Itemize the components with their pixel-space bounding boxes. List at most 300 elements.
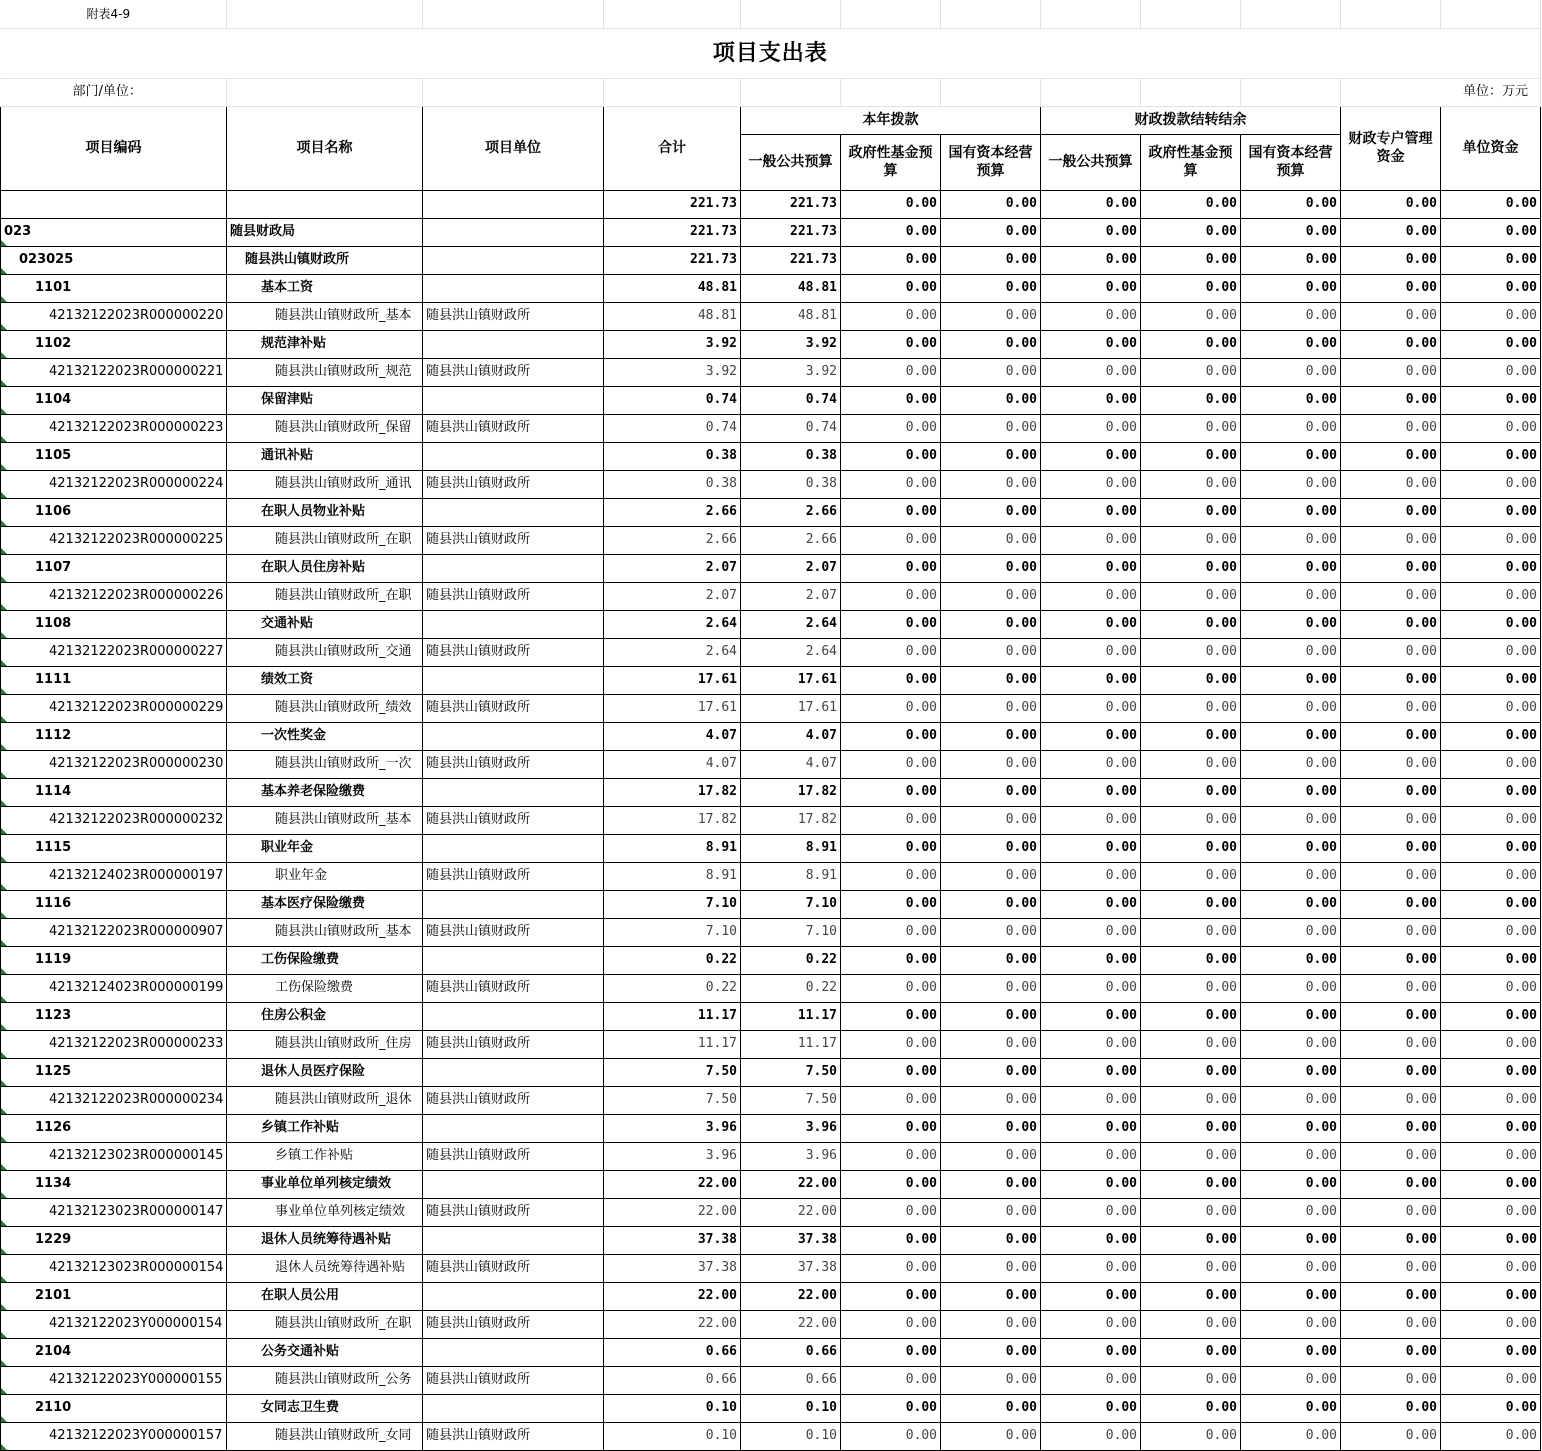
cell-cur-general[interactable]: 4.07	[741, 722, 841, 750]
cell-cur-general[interactable]: 22.00	[741, 1170, 841, 1198]
cell-special[interactable]: 0.00	[1341, 1030, 1441, 1058]
cell-code[interactable]: 42132122023R000000225	[1, 526, 227, 554]
cell-carry-general[interactable]: 0.00	[1041, 666, 1141, 694]
cell-carry-general[interactable]: 0.00	[1041, 1422, 1141, 1450]
cell-cur-general[interactable]: 48.81	[741, 274, 841, 302]
cell-name[interactable]: 工伤保险缴费	[227, 974, 423, 1002]
cell-carry-fund[interactable]: 0.00	[1141, 666, 1241, 694]
cell-unit[interactable]: 随县洪山镇财政所	[423, 1086, 604, 1114]
cell-name[interactable]: 随县财政局	[227, 218, 423, 246]
cell-code[interactable]: 2101	[1, 1282, 227, 1310]
cell-carry-general[interactable]: 0.00	[1041, 610, 1141, 638]
cell-name[interactable]: 绩效工资	[227, 666, 423, 694]
cell-special[interactable]: 0.00	[1341, 666, 1441, 694]
cell-carry-state[interactable]: 0.00	[1241, 1114, 1341, 1142]
cell-unit[interactable]: 随县洪山镇财政所	[423, 302, 604, 330]
cell-special[interactable]: 0.00	[1341, 694, 1441, 722]
cell-cur-general[interactable]: 8.91	[741, 834, 841, 862]
cell-special[interactable]: 0.00	[1341, 498, 1441, 526]
cell-cur-state[interactable]: 0.00	[941, 1058, 1041, 1086]
cell-cur-state[interactable]: 0.00	[941, 1170, 1041, 1198]
cell-cur-state[interactable]: 0.00	[941, 1422, 1041, 1450]
cell-carry-fund[interactable]: 0.00	[1141, 470, 1241, 498]
cell-cur-general[interactable]: 0.22	[741, 974, 841, 1002]
cell-carry-state[interactable]: 0.00	[1241, 1254, 1341, 1282]
cell-carry-general[interactable]: 0.00	[1041, 1338, 1141, 1366]
cell-total[interactable]: 4.07	[604, 750, 741, 778]
cell-cur-fund[interactable]: 0.00	[841, 498, 941, 526]
cell-unit[interactable]	[423, 274, 604, 302]
cell-cur-general[interactable]: 22.00	[741, 1198, 841, 1226]
empty-cell[interactable]	[1041, 0, 1141, 28]
cell-cur-fund[interactable]: 0.00	[841, 1002, 941, 1030]
cell-cur-general[interactable]: 3.92	[741, 358, 841, 386]
cell-carry-general[interactable]: 0.00	[1041, 974, 1141, 1002]
cell-cur-fund[interactable]: 0.00	[841, 806, 941, 834]
cell-unit[interactable]	[423, 834, 604, 862]
cell-total[interactable]: 2.66	[604, 526, 741, 554]
cell-carry-fund[interactable]: 0.00	[1141, 1170, 1241, 1198]
cell-unit[interactable]	[423, 1002, 604, 1030]
cell-own[interactable]: 0.00	[1441, 1198, 1541, 1226]
cell-carry-state[interactable]: 0.00	[1241, 1086, 1341, 1114]
cell-cur-state[interactable]: 0.00	[941, 526, 1041, 554]
cell-carry-fund[interactable]: 0.00	[1141, 750, 1241, 778]
cell-own[interactable]: 0.00	[1441, 722, 1541, 750]
cell-code[interactable]: 42132123023R000000147	[1, 1198, 227, 1226]
cell-unit[interactable]: 随县洪山镇财政所	[423, 582, 604, 610]
cell-name[interactable]: 职业年金	[227, 862, 423, 890]
cell-code[interactable]: 1106	[1, 498, 227, 526]
cell-carry-fund[interactable]: 0.00	[1141, 442, 1241, 470]
cell-carry-general[interactable]: 0.00	[1041, 470, 1141, 498]
cell-carry-state[interactable]: 0.00	[1241, 834, 1341, 862]
cell-carry-general[interactable]: 0.00	[1041, 1198, 1141, 1226]
cell-special[interactable]: 0.00	[1341, 1142, 1441, 1170]
cell-own[interactable]: 0.00	[1441, 330, 1541, 358]
cell-unit[interactable]: 随县洪山镇财政所	[423, 1310, 604, 1338]
cell-unit[interactable]: 随县洪山镇财政所	[423, 638, 604, 666]
cell-cur-fund[interactable]: 0.00	[841, 1254, 941, 1282]
cell-carry-general[interactable]: 0.00	[1041, 330, 1141, 358]
cell-special[interactable]: 0.00	[1341, 386, 1441, 414]
cell-total[interactable]: 0.22	[604, 946, 741, 974]
cell-carry-fund[interactable]: 0.00	[1141, 1310, 1241, 1338]
cell-cur-general[interactable]: 221.73	[741, 218, 841, 246]
cell-cur-state[interactable]: 0.00	[941, 610, 1041, 638]
cell-cur-fund[interactable]: 0.00	[841, 218, 941, 246]
cell-total[interactable]: 3.92	[604, 330, 741, 358]
cell-unit[interactable]: 随县洪山镇财政所	[423, 1366, 604, 1394]
cell-code[interactable]: 1111	[1, 666, 227, 694]
cell-carry-state[interactable]: 0.00	[1241, 974, 1341, 1002]
cell-own[interactable]: 0.00	[1441, 1002, 1541, 1030]
cell-cur-fund[interactable]: 0.00	[841, 1338, 941, 1366]
cell-name[interactable]: 随县洪山镇财政所_在职	[227, 582, 423, 610]
cell-carry-state[interactable]: 0.00	[1241, 610, 1341, 638]
cell-total[interactable]: 2.07	[604, 582, 741, 610]
cell-carry-fund[interactable]: 0.00	[1141, 974, 1241, 1002]
cell-unit[interactable]	[423, 218, 604, 246]
cell-cur-fund[interactable]: 0.00	[841, 1282, 941, 1310]
cell-special[interactable]: 0.00	[1341, 1310, 1441, 1338]
cell-cur-general[interactable]: 3.96	[741, 1142, 841, 1170]
cell-name[interactable]: 随县洪山镇财政所	[227, 246, 423, 274]
cell-special[interactable]: 0.00	[1341, 722, 1441, 750]
cell-total[interactable]: 2.66	[604, 498, 741, 526]
empty-cell[interactable]	[1441, 0, 1541, 28]
cell-carry-state[interactable]: 0.00	[1241, 722, 1341, 750]
cell-cur-fund[interactable]: 0.00	[841, 638, 941, 666]
cell-carry-state[interactable]: 0.00	[1241, 1394, 1341, 1422]
cell-total[interactable]: 0.38	[604, 442, 741, 470]
cell-own[interactable]: 0.00	[1441, 778, 1541, 806]
cell-special[interactable]: 0.00	[1341, 442, 1441, 470]
cell-special[interactable]: 0.00	[1341, 190, 1441, 218]
cell-carry-general[interactable]: 0.00	[1041, 778, 1141, 806]
cell-carry-fund[interactable]: 0.00	[1141, 694, 1241, 722]
cell-carry-fund[interactable]: 0.00	[1141, 554, 1241, 582]
cell-cur-general[interactable]: 3.92	[741, 330, 841, 358]
cell-carry-general[interactable]: 0.00	[1041, 1366, 1141, 1394]
cell-own[interactable]: 0.00	[1441, 862, 1541, 890]
cell-carry-state[interactable]: 0.00	[1241, 1226, 1341, 1254]
cell-cur-fund[interactable]: 0.00	[841, 358, 941, 386]
cell-carry-general[interactable]: 0.00	[1041, 1170, 1141, 1198]
cell-name[interactable]: 随县洪山镇财政所_一次	[227, 750, 423, 778]
cell-code[interactable]: 1112	[1, 722, 227, 750]
cell-carry-general[interactable]: 0.00	[1041, 414, 1141, 442]
cell-carry-fund[interactable]: 0.00	[1141, 638, 1241, 666]
cell-unit[interactable]	[423, 890, 604, 918]
cell-carry-general[interactable]: 0.00	[1041, 1142, 1141, 1170]
cell-cur-general[interactable]: 7.50	[741, 1086, 841, 1114]
cell-code[interactable]: 1104	[1, 386, 227, 414]
cell-code[interactable]: 1101	[1, 274, 227, 302]
cell-carry-general[interactable]: 0.00	[1041, 1310, 1141, 1338]
empty-cell[interactable]	[1141, 78, 1241, 106]
empty-cell[interactable]	[1341, 0, 1441, 28]
empty-cell[interactable]	[1241, 0, 1341, 28]
cell-cur-state[interactable]: 0.00	[941, 1142, 1041, 1170]
cell-cur-fund[interactable]: 0.00	[841, 302, 941, 330]
cell-name[interactable]: 随县洪山镇财政所_基本	[227, 806, 423, 834]
cell-special[interactable]: 0.00	[1341, 638, 1441, 666]
cell-cur-state[interactable]: 0.00	[941, 358, 1041, 386]
cell-cur-state[interactable]: 0.00	[941, 498, 1041, 526]
cell-carry-fund[interactable]: 0.00	[1141, 330, 1241, 358]
cell-code[interactable]: 023025	[1, 246, 227, 274]
cell-carry-fund[interactable]: 0.00	[1141, 834, 1241, 862]
cell-carry-state[interactable]: 0.00	[1241, 778, 1341, 806]
cell-carry-fund[interactable]: 0.00	[1141, 386, 1241, 414]
cell-unit[interactable]	[423, 1114, 604, 1142]
cell-own[interactable]: 0.00	[1441, 1254, 1541, 1282]
cell-carry-state[interactable]: 0.00	[1241, 386, 1341, 414]
cell-cur-state[interactable]: 0.00	[941, 666, 1041, 694]
cell-cur-general[interactable]: 0.10	[741, 1394, 841, 1422]
cell-own[interactable]: 0.00	[1441, 274, 1541, 302]
cell-carry-fund[interactable]: 0.00	[1141, 1338, 1241, 1366]
cell-code[interactable]: 1102	[1, 330, 227, 358]
cell-carry-state[interactable]: 0.00	[1241, 414, 1341, 442]
cell-total[interactable]: 7.50	[604, 1058, 741, 1086]
cell-carry-state[interactable]: 0.00	[1241, 1366, 1341, 1394]
cell-carry-general[interactable]: 0.00	[1041, 1030, 1141, 1058]
cell-total[interactable]: 48.81	[604, 274, 741, 302]
cell-special[interactable]: 0.00	[1341, 1422, 1441, 1450]
cell-name[interactable]: 随县洪山镇财政所_女同	[227, 1422, 423, 1450]
cell-total[interactable]: 11.17	[604, 1030, 741, 1058]
cell-name[interactable]: 随县洪山镇财政所_通讯	[227, 470, 423, 498]
cell-carry-state[interactable]: 0.00	[1241, 218, 1341, 246]
cell-special[interactable]: 0.00	[1341, 274, 1441, 302]
cell-own[interactable]: 0.00	[1441, 1170, 1541, 1198]
cell-carry-fund[interactable]: 0.00	[1141, 722, 1241, 750]
cell-carry-fund[interactable]: 0.00	[1141, 1002, 1241, 1030]
cell-own[interactable]: 0.00	[1441, 610, 1541, 638]
cell-carry-fund[interactable]: 0.00	[1141, 1366, 1241, 1394]
cell-cur-state[interactable]: 0.00	[941, 1198, 1041, 1226]
cell-cur-fund[interactable]: 0.00	[841, 974, 941, 1002]
cell-carry-general[interactable]: 0.00	[1041, 946, 1141, 974]
cell-code[interactable]: 1134	[1, 1170, 227, 1198]
cell-unit[interactable]	[423, 554, 604, 582]
cell-own[interactable]: 0.00	[1441, 1086, 1541, 1114]
cell-own[interactable]: 0.00	[1441, 1394, 1541, 1422]
cell-carry-state[interactable]: 0.00	[1241, 330, 1341, 358]
cell-name[interactable]: 职业年金	[227, 834, 423, 862]
cell-cur-state[interactable]: 0.00	[941, 386, 1041, 414]
cell-cur-fund[interactable]: 0.00	[841, 1170, 941, 1198]
cell-cur-fund[interactable]: 0.00	[841, 1114, 941, 1142]
cell-code[interactable]: 1119	[1, 946, 227, 974]
cell-cur-fund[interactable]: 0.00	[841, 862, 941, 890]
cell-code[interactable]: 1126	[1, 1114, 227, 1142]
cell-carry-state[interactable]: 0.00	[1241, 302, 1341, 330]
cell-cur-general[interactable]: 0.22	[741, 946, 841, 974]
cell-code[interactable]: 42132122023Y000000154	[1, 1310, 227, 1338]
cell-code[interactable]: 1229	[1, 1226, 227, 1254]
cell-cur-state[interactable]: 0.00	[941, 218, 1041, 246]
cell-cur-general[interactable]: 11.17	[741, 1030, 841, 1058]
cell-own[interactable]: 0.00	[1441, 890, 1541, 918]
cell-carry-general[interactable]: 0.00	[1041, 554, 1141, 582]
cell-cur-fund[interactable]: 0.00	[841, 1226, 941, 1254]
cell-carry-general[interactable]: 0.00	[1041, 694, 1141, 722]
cell-cur-general[interactable]: 37.38	[741, 1254, 841, 1282]
cell-carry-general[interactable]: 0.00	[1041, 1114, 1141, 1142]
cell-own[interactable]: 0.00	[1441, 386, 1541, 414]
empty-cell[interactable]	[1241, 78, 1341, 106]
cell-cur-general[interactable]: 2.64	[741, 638, 841, 666]
cell-own[interactable]: 0.00	[1441, 1114, 1541, 1142]
cell-name[interactable]: 基本养老保险缴费	[227, 778, 423, 806]
cell-name[interactable]: 交通补贴	[227, 610, 423, 638]
cell-cur-fund[interactable]: 0.00	[841, 890, 941, 918]
cell-code[interactable]	[1, 190, 227, 218]
cell-special[interactable]: 0.00	[1341, 610, 1441, 638]
cell-special[interactable]: 0.00	[1341, 554, 1441, 582]
cell-name[interactable]: 事业单位单列核定绩效	[227, 1170, 423, 1198]
cell-total[interactable]: 221.73	[604, 190, 741, 218]
empty-cell[interactable]	[941, 78, 1041, 106]
cell-cur-fund[interactable]: 0.00	[841, 1394, 941, 1422]
cell-unit[interactable]	[423, 1394, 604, 1422]
cell-unit[interactable]: 随县洪山镇财政所	[423, 1422, 604, 1450]
cell-carry-general[interactable]: 0.00	[1041, 918, 1141, 946]
cell-special[interactable]: 0.00	[1341, 302, 1441, 330]
cell-own[interactable]: 0.00	[1441, 1142, 1541, 1170]
cell-own[interactable]: 0.00	[1441, 694, 1541, 722]
cell-cur-fund[interactable]: 0.00	[841, 554, 941, 582]
cell-carry-fund[interactable]: 0.00	[1141, 498, 1241, 526]
cell-carry-fund[interactable]: 0.00	[1141, 806, 1241, 834]
cell-name[interactable]: 乡镇工作补贴	[227, 1114, 423, 1142]
cell-cur-fund[interactable]: 0.00	[841, 1422, 941, 1450]
cell-unit[interactable]: 随县洪山镇财政所	[423, 358, 604, 386]
cell-carry-state[interactable]: 0.00	[1241, 862, 1341, 890]
cell-cur-general[interactable]: 17.61	[741, 694, 841, 722]
cell-own[interactable]: 0.00	[1441, 218, 1541, 246]
cell-cur-state[interactable]: 0.00	[941, 470, 1041, 498]
cell-cur-general[interactable]: 221.73	[741, 246, 841, 274]
cell-own[interactable]: 0.00	[1441, 1338, 1541, 1366]
cell-total[interactable]: 0.66	[604, 1366, 741, 1394]
cell-unit[interactable]	[423, 330, 604, 358]
cell-cur-general[interactable]: 7.50	[741, 1058, 841, 1086]
cell-carry-state[interactable]: 0.00	[1241, 1310, 1341, 1338]
cell-code[interactable]: 42132122023R000000229	[1, 694, 227, 722]
cell-total[interactable]: 7.10	[604, 918, 741, 946]
cell-carry-general[interactable]: 0.00	[1041, 638, 1141, 666]
cell-cur-general[interactable]: 8.91	[741, 862, 841, 890]
cell-cur-state[interactable]: 0.00	[941, 638, 1041, 666]
cell-unit[interactable]	[423, 386, 604, 414]
cell-own[interactable]: 0.00	[1441, 582, 1541, 610]
cell-unit[interactable]: 随县洪山镇财政所	[423, 694, 604, 722]
cell-total[interactable]: 17.82	[604, 778, 741, 806]
cell-carry-fund[interactable]: 0.00	[1141, 218, 1241, 246]
cell-name[interactable]: 随县洪山镇财政所_绩效	[227, 694, 423, 722]
cell-cur-fund[interactable]: 0.00	[841, 834, 941, 862]
cell-cur-state[interactable]: 0.00	[941, 918, 1041, 946]
cell-special[interactable]: 0.00	[1341, 1338, 1441, 1366]
cell-total[interactable]: 2.64	[604, 638, 741, 666]
cell-special[interactable]: 0.00	[1341, 414, 1441, 442]
cell-code[interactable]: 42132122023R000000234	[1, 1086, 227, 1114]
cell-cur-state[interactable]: 0.00	[941, 750, 1041, 778]
cell-cur-fund[interactable]: 0.00	[841, 330, 941, 358]
cell-carry-state[interactable]: 0.00	[1241, 1282, 1341, 1310]
cell-name[interactable]: 随县洪山镇财政所_住房	[227, 1030, 423, 1058]
cell-name[interactable]: 在职人员住房补贴	[227, 554, 423, 582]
cell-cur-state[interactable]: 0.00	[941, 302, 1041, 330]
cell-code[interactable]: 42132122023R000000233	[1, 1030, 227, 1058]
cell-special[interactable]: 0.00	[1341, 470, 1441, 498]
cell-carry-state[interactable]: 0.00	[1241, 1002, 1341, 1030]
cell-carry-general[interactable]: 0.00	[1041, 358, 1141, 386]
cell-unit[interactable]: 随县洪山镇财政所	[423, 862, 604, 890]
cell-cur-general[interactable]: 0.74	[741, 386, 841, 414]
cell-cur-fund[interactable]: 0.00	[841, 722, 941, 750]
cell-code[interactable]: 2110	[1, 1394, 227, 1422]
cell-cur-general[interactable]: 2.64	[741, 610, 841, 638]
cell-total[interactable]: 2.64	[604, 610, 741, 638]
cell-carry-fund[interactable]: 0.00	[1141, 1142, 1241, 1170]
cell-cur-state[interactable]: 0.00	[941, 582, 1041, 610]
cell-total[interactable]: 4.07	[604, 722, 741, 750]
cell-cur-general[interactable]: 221.73	[741, 190, 841, 218]
cell-cur-state[interactable]: 0.00	[941, 834, 1041, 862]
cell-cur-fund[interactable]: 0.00	[841, 1198, 941, 1226]
cell-carry-fund[interactable]: 0.00	[1141, 1254, 1241, 1282]
cell-carry-state[interactable]: 0.00	[1241, 190, 1341, 218]
cell-cur-fund[interactable]: 0.00	[841, 1366, 941, 1394]
cell-cur-fund[interactable]: 0.00	[841, 1030, 941, 1058]
cell-carry-general[interactable]: 0.00	[1041, 750, 1141, 778]
cell-special[interactable]: 0.00	[1341, 330, 1441, 358]
cell-carry-fund[interactable]: 0.00	[1141, 862, 1241, 890]
empty-cell[interactable]	[841, 78, 941, 106]
cell-carry-state[interactable]: 0.00	[1241, 890, 1341, 918]
cell-own[interactable]: 0.00	[1441, 1226, 1541, 1254]
cell-cur-fund[interactable]: 0.00	[841, 1058, 941, 1086]
cell-unit[interactable]	[423, 498, 604, 526]
cell-cur-general[interactable]: 0.66	[741, 1338, 841, 1366]
cell-code[interactable]: 42132122023R000000221	[1, 358, 227, 386]
cell-total[interactable]: 7.10	[604, 890, 741, 918]
cell-own[interactable]: 0.00	[1441, 1030, 1541, 1058]
cell-carry-state[interactable]: 0.00	[1241, 918, 1341, 946]
cell-code[interactable]: 1115	[1, 834, 227, 862]
cell-own[interactable]: 0.00	[1441, 946, 1541, 974]
cell-cur-state[interactable]: 0.00	[941, 274, 1041, 302]
cell-code[interactable]: 42132124023R000000199	[1, 974, 227, 1002]
cell-carry-fund[interactable]: 0.00	[1141, 778, 1241, 806]
cell-cur-fund[interactable]: 0.00	[841, 442, 941, 470]
cell-code[interactable]: 42132122023Y000000157	[1, 1422, 227, 1450]
cell-cur-state[interactable]: 0.00	[941, 1366, 1041, 1394]
cell-unit[interactable]: 随县洪山镇财政所	[423, 806, 604, 834]
cell-carry-fund[interactable]: 0.00	[1141, 890, 1241, 918]
cell-total[interactable]: 3.96	[604, 1142, 741, 1170]
cell-carry-general[interactable]: 0.00	[1041, 806, 1141, 834]
cell-cur-state[interactable]: 0.00	[941, 862, 1041, 890]
cell-carry-general[interactable]: 0.00	[1041, 582, 1141, 610]
cell-carry-fund[interactable]: 0.00	[1141, 302, 1241, 330]
cell-carry-general[interactable]: 0.00	[1041, 1226, 1141, 1254]
cell-name[interactable]: 保留津贴	[227, 386, 423, 414]
cell-carry-state[interactable]: 0.00	[1241, 694, 1341, 722]
cell-cur-general[interactable]: 0.74	[741, 414, 841, 442]
cell-name[interactable]	[227, 190, 423, 218]
cell-carry-general[interactable]: 0.00	[1041, 890, 1141, 918]
cell-code[interactable]: 42132122023R000000223	[1, 414, 227, 442]
cell-cur-fund[interactable]: 0.00	[841, 582, 941, 610]
cell-special[interactable]: 0.00	[1341, 946, 1441, 974]
cell-own[interactable]: 0.00	[1441, 1422, 1541, 1450]
cell-own[interactable]: 0.00	[1441, 750, 1541, 778]
cell-cur-fund[interactable]: 0.00	[841, 414, 941, 442]
cell-carry-state[interactable]: 0.00	[1241, 1030, 1341, 1058]
cell-carry-fund[interactable]: 0.00	[1141, 1394, 1241, 1422]
cell-special[interactable]: 0.00	[1341, 778, 1441, 806]
cell-unit[interactable]	[423, 666, 604, 694]
cell-unit[interactable]: 随县洪山镇财政所	[423, 1142, 604, 1170]
cell-cur-state[interactable]: 0.00	[941, 1394, 1041, 1422]
cell-special[interactable]: 0.00	[1341, 834, 1441, 862]
